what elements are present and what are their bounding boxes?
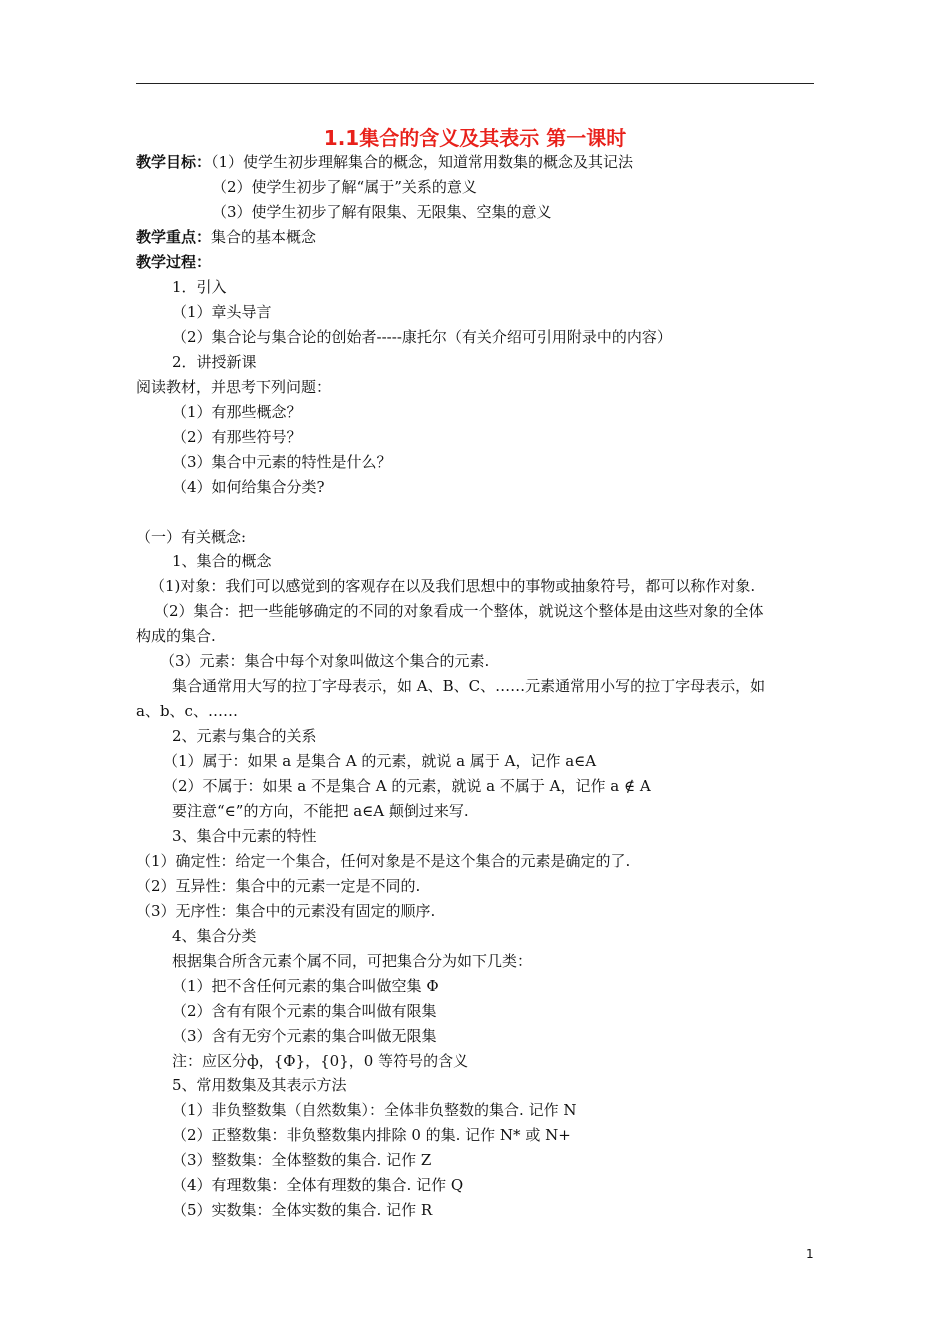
- goal-item-1: （1）使学生初步理解集合的概念，知道常用数集的概念及其记法: [211, 153, 634, 171]
- text-line: （1）把不含任何元素的集合叫做空集 Φ: [172, 977, 439, 995]
- text-line: （1）确定性：给定一个集合，任何对象是不是这个集合的元素是确定的了.: [136, 852, 631, 870]
- subsection-heading: （一）有关概念:: [136, 528, 247, 546]
- text-line: （2）正整数集：非负整数集内排除 0 的集. 记作 N* 或 N+: [172, 1126, 571, 1144]
- focus-text: 集合的基本概念: [211, 228, 317, 246]
- text-line: （1)对象：我们可以感觉到的客观存在以及我们思想中的事物或抽象符号，都可以称作对象.: [150, 577, 756, 595]
- focus-label: 教学重点：: [136, 228, 212, 246]
- text-line: （2）含有有限个元素的集合叫做有限集: [172, 1002, 437, 1020]
- text-line: （2）不属于：如果 a 不是集合 A 的元素，就说 a 不属于 A，记作 a ∉ A: [163, 777, 651, 795]
- topic-heading: 1、集合的概念: [172, 552, 272, 570]
- text-line: 构成的集合.: [136, 627, 216, 645]
- text-line: （4）有理数集：全体有理数的集合. 记作 Q: [172, 1176, 464, 1194]
- text-line: （5）实数集：全体实数的集合. 记作 R: [172, 1201, 433, 1219]
- text-line: （3）整数集：全体整数的集合. 记作 Z: [172, 1151, 432, 1169]
- focus-line: [136, 226, 316, 248]
- topic-heading: 5、常用数集及其表示方法: [172, 1076, 347, 1094]
- text-line: （3）元素：集合中每个对象叫做这个集合的元素.: [160, 652, 490, 670]
- question-item: （3）集合中元素的特性是什么？: [172, 453, 392, 471]
- text-line: （2）互异性：集合中的元素一定是不同的.: [136, 877, 421, 895]
- text-line: 根据集合所含元素个属不同，可把集合分为如下几类：: [172, 952, 533, 970]
- question-item: （2）有那些符号？: [172, 428, 302, 446]
- goal-item-3: （3）使学生初步了解有限集、无限集、空集的意义: [212, 203, 552, 221]
- text-line: 注：应区分ф，{Φ}，{0}，0 等符号的含义: [172, 1052, 469, 1070]
- text-line: 集合通常用大写的拉丁字母表示，如 A、B、C、……元素通常用小写的拉丁字母表示，如: [172, 677, 766, 695]
- goals-label: 教学目标：: [136, 153, 212, 171]
- topic-heading: 3、集合中元素的特性: [172, 827, 317, 845]
- header-rule: [136, 83, 814, 84]
- topic-heading: 4、集合分类: [172, 927, 257, 945]
- goals-line-1: [136, 151, 633, 173]
- goal-item-2: （2）使学生初步了解“属于”关系的意义: [212, 178, 477, 196]
- text-line: a、b、c、……: [136, 702, 238, 720]
- text-line: （2）集合：把一些能够确定的不同的对象看成一个整体，就说这个整体是由这些对象的全体: [154, 602, 764, 620]
- text-line: 要注意“∈”的方向，不能把 a∈A 颠倒过来写.: [172, 802, 469, 820]
- process-label: 教学过程：: [136, 253, 212, 271]
- question-item: （4）如何给集合分类?: [172, 478, 325, 496]
- section-intro: 1．引入: [172, 278, 227, 296]
- question-item: （1）有那些概念？: [172, 403, 302, 421]
- topic-heading: 2、元素与集合的关系: [172, 727, 317, 745]
- text-line: （3）含有无穷个元素的集合叫做无限集: [172, 1027, 437, 1045]
- text-line: （2）集合论与集合论的创始者-----康托尔（有关介绍可引用附录中的内容）: [172, 328, 672, 346]
- text-line: 阅读教材，并思考下列问题：: [136, 378, 332, 396]
- text-line: （1）属于：如果 a 是集合 A 的元素，就说 a 属于 A，记作 a∈A: [163, 752, 597, 770]
- section-new-lesson: 2．讲授新课: [172, 353, 257, 371]
- text-line: （3）无序性：集合中的元素没有固定的顺序.: [136, 902, 436, 920]
- document-title: 1.1集合的含义及其表示 第一课时: [323, 126, 627, 150]
- text-line: （1）非负整数集（自然数集）：全体非负整数的集合. 记作 N: [172, 1101, 577, 1119]
- text-line: （1）章头导言: [172, 303, 272, 321]
- page-number: 1: [806, 1247, 814, 1261]
